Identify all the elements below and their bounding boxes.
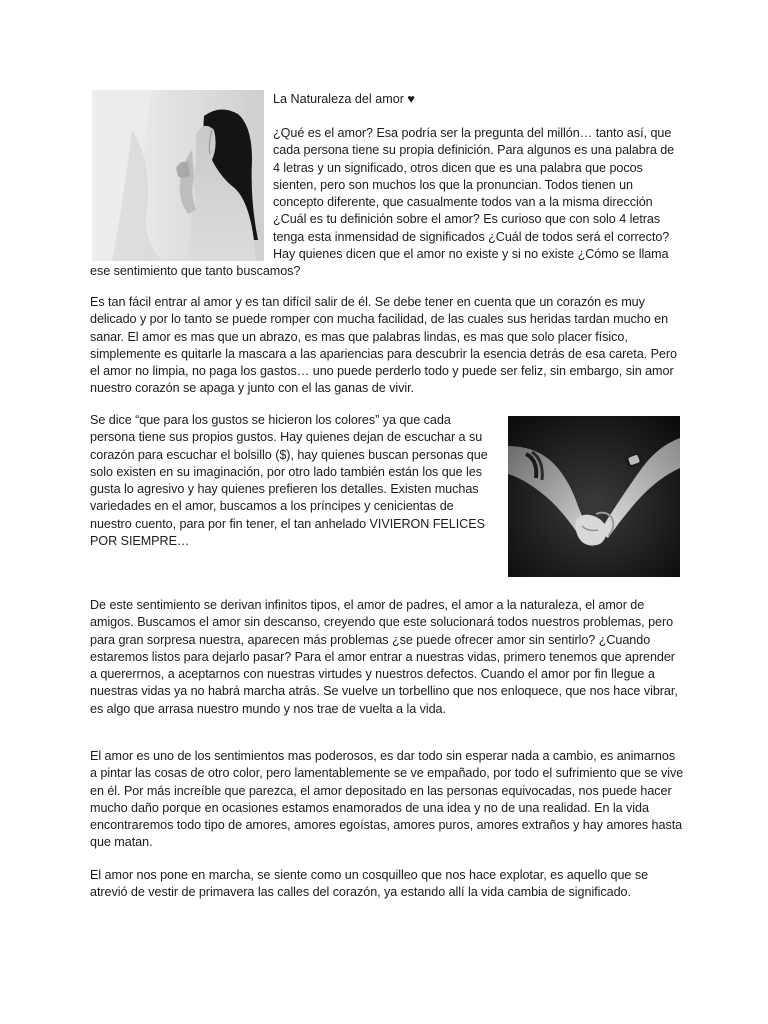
- paragraph-1-end: ese sentimiento que tanto buscamos?: [90, 264, 301, 278]
- paragraph-5: El amor es uno de los sentimientos mas poderosos, es dar todo sin esperar nada a cambio, es animarnos a pintar las cosas de otro color, pero lamentablemente se ve empañado, por todo el sufrimiento que se vive en él. Por más increíble que parezca, el amor depositado en las personas equivocadas, nos puede hacer mucho daño porque en ocasiones estamos enamorados de una idea y no de una realidad. En la vida encontraremos todo tipo de amores, amores egoístas, amores puros, amores extraños y hay amores hasta que matan.: [90, 749, 684, 850]
- paragraph-4: De este sentimiento se derivan infinitos tipos, el amor de padres, el amor a la naturaleza, el amor de amigos. Buscamos el amor sin descanso, creyendo que este solucionará todos nuestros problemas, pero para gran sorpresa nuestra, aparecen más problemas ¿se puede ofrecer amor sin sentirlo? ¿Cuando estaremos listos para dejarlo pasar? Para el amor entrar a nuestras vidas, primero tenemos que aprender a quererrnos, a aceptarnos con nuestras virtudes y nuestros defectos. Cuando el amor por fin llegue a nuestras vidas ya no habrá marcha atrás. Se vuelve un torbellino que nos enloquece, que nos hace vibrar, es algo que arrasa nuestro mundo y nos trae de vuelta a la vida.: [90, 598, 678, 716]
- document-title: La Naturaleza del amor ♥: [273, 92, 415, 106]
- holding-hands-photo: [508, 416, 680, 577]
- paragraph-1: ¿Qué es el amor? Esa podría ser la pregunta del millón… tanto así, que cada persona tiene su propia definición. Para algunos es una palabra de 4 letras y un significado, otros dicen que es una palabra que pocos sienten, pero son muchos los que la pronuncian. Todos tienen un concepto diferente, que casualmente todos van a la misma dirección ¿Cuál es tu definición sobre el amor? Es curioso que con solo 4 letras tenga esta inmensidad de significados ¿Cuál de todos será el correcto? Hay quienes dicen que el amor no existe y si no existe ¿Cómo se llama: [273, 126, 675, 262]
- woman-at-window-photo: [92, 90, 264, 261]
- paragraph-2: Es tan fácil entrar al amor y es tan difícil salir de él. Se debe tener en cuenta que un corazón es muy delicado y por lo tanto se puede romper con mucha facilidad, de las cuales sus heridas tardan mucho en sanar. El amor es mas que un abrazo, es mas que palabras lindas, es mas que solo placer físico, simplemente es quitarle la mascara a las apariencias para descubrir la esencia detrás de esa careta. Pero el amor no limpia, no paga los gastos… uno puede perderlo todo y puede ser feliz, sin embargo, sin amor nuestro corazón se apaga y junto con el las ganas de vivir.: [90, 295, 677, 396]
- paragraph-6: El amor nos pone en marcha, se siente como un cosquilleo que nos hace explotar, es aquello que se atrevió de vestir de primavera las calles del corazón, ya estando allí la vida cambia de significado.: [90, 868, 649, 900]
- paragraph-3: Se dice “que para los gustos se hicieron los colores” ya que cada persona tiene sus propios gustos. Hay quienes dejan de escuchar a su corazón para escuchar el bolsillo ($), hay quienes buscan personas que solo existen en su imaginación, por otro lado también están los que les gusta lo agresivo y hay quienes prefieren los detalles. Existen muchas variedades en el amor, buscamos a los príncipes y cenicientas de nuestro cuento, para por fin tener, el tan anhelado VIVIERON FELICES POR SIEMPRE…: [90, 413, 488, 549]
